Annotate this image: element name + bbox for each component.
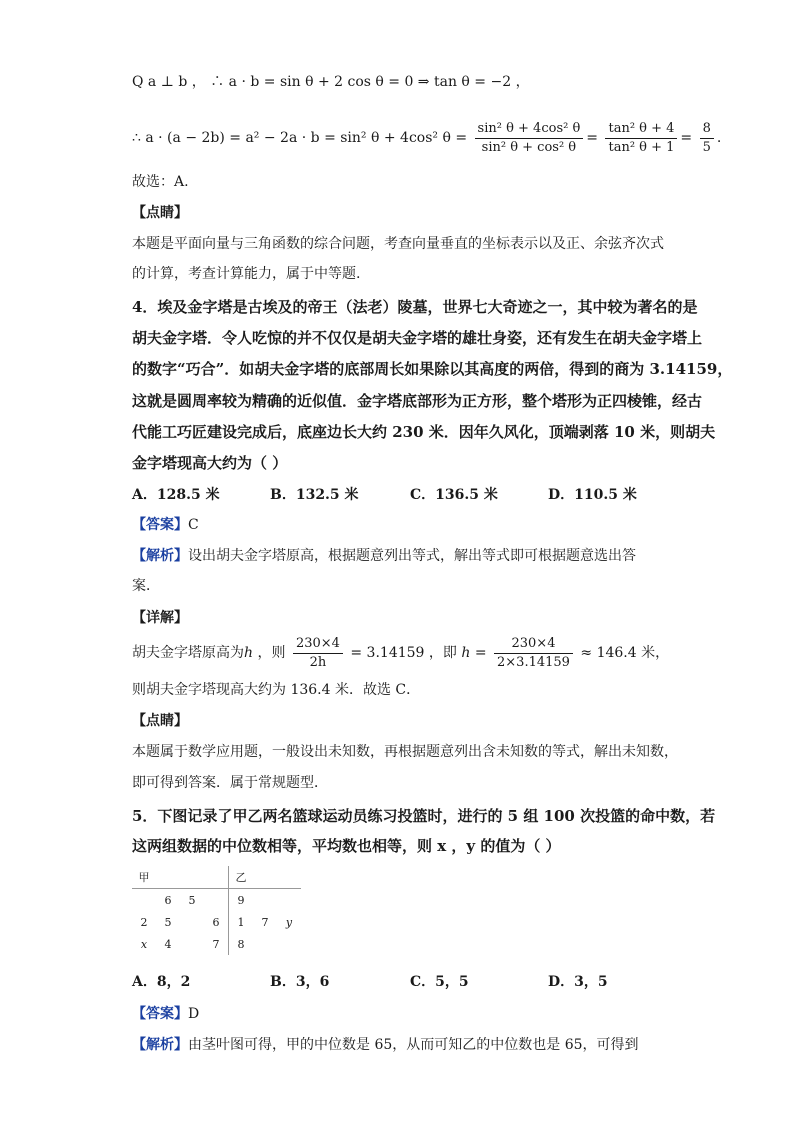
stem-leaf-table	[132, 866, 301, 955]
comment-heading: 【点睛】	[132, 713, 188, 729]
q4-stem-line-1: 4．埃及金字塔是古埃及的帝王（法老）陵墓，世界七大奇迹之一，其中较为著名的是	[132, 298, 698, 316]
q4-comment-2: 即可得到答案．属于常规题型．	[132, 775, 328, 791]
q4-answer	[132, 515, 199, 535]
prev-solution-lhs: ∴ a · (a − 2b) = a² − 2a · b = sin² θ + 4cos² θ =	[132, 130, 468, 146]
stem-leaf-header	[132, 866, 301, 889]
fraction: $\frac{230\times 4}{2h}$	[293, 635, 343, 672]
q5-option-a: A．8，2	[132, 974, 191, 990]
header-left: 甲	[132, 866, 156, 889]
answer-value: C	[188, 517, 199, 533]
q4-stem-line-2: 胡夫金字塔．令人吃惊的并不仅仅是胡夫金字塔的雄壮身姿，还有发生在胡夫金字塔上	[132, 329, 703, 347]
fraction: $\frac{\text{sin² θ + 4cos² θ}}{\text{sin² θ + cos² θ}}$	[475, 120, 584, 157]
analysis-text: 由茎叶图可得，甲的中位数是 65，从而可知乙的中位数也是 65，可得到	[188, 1037, 639, 1053]
q4-detail-line-1: 胡夫金字塔原高为h ，则 $\frac{230\times 4}{2h}$ = 3.14159 ，即 h = $\frac{230\times 4}{2\times 3.14159}$ ≈ 146.4 米，	[132, 635, 670, 670]
q4-option-d: D．110.5 米	[548, 487, 637, 503]
header-right: 乙	[229, 866, 254, 889]
answer-value: D	[188, 1006, 200, 1022]
fraction: $\frac{8}{5}$	[700, 120, 714, 157]
prev-choice: 故选：A.	[132, 174, 189, 190]
fraction: $\frac{\text{tan² θ + 4}}{\text{tan² θ + 1}}$	[605, 120, 677, 157]
q4-comment-1: 本题属于数学应用题，一般设出未知数，再根据题意列出含未知数的等式，解出未知数，	[132, 744, 678, 760]
comment-heading: 【点睛】	[132, 205, 188, 221]
answer-tag: 【答案】	[132, 517, 188, 533]
q5-stem-line-2: 这两组数据的中位数相等，平均数也相等，则 x ，y 的值为（ ）	[132, 837, 561, 855]
comment-text-2: 的计算，考查计算能力，属于中等题.	[132, 266, 361, 282]
q4-option-b: B．132.5 米	[270, 487, 359, 503]
stem-leaf-row: 2 5 6 1 7 y	[132, 911, 301, 933]
comment-text-1: 本题是平面向量与三角函数的综合问题，考查向量垂直的坐标表示以及正、余弦齐次式	[132, 236, 664, 252]
q5-analysis-1	[132, 1035, 639, 1055]
q4-stem-line-6: 金字塔现高大约为（ ）	[132, 454, 288, 472]
q4-analysis-1	[132, 546, 636, 566]
prev-solution-line-1: Q a ⊥ b ， ∴ a · b = sin θ + 2 cos θ = 0 ⇒ tan θ = −2 ，	[132, 74, 530, 90]
fraction: $\frac{230\times 4}{2\times 3.14159}$	[494, 635, 573, 672]
q5-option-c: C．5，5	[410, 974, 469, 990]
q5-answer	[132, 1004, 199, 1024]
analysis-text: 设出胡夫金字塔原高，根据题意列出等式，解出等式即可根据题意选出答	[188, 548, 636, 564]
stem-leaf-row: x 4 7 8	[132, 933, 301, 955]
prev-solution-line-2: ∴ a · (a − 2b) = a² − 2a · b = sin² θ + 4cos² θ = $\frac{\text{sin² θ + 4cos² θ}}{\text{sin² θ + cos² θ}}$ = $\frac{\text{tan² θ + 4}}{\text{tan² θ + 1}}$ = $\frac{8}{5}$ .	[132, 120, 722, 155]
q4-stem-line-4: 这就是圆周率较为精确的近似值．金字塔底部形为正方形，整个塔形为正四棱锥，经古	[132, 392, 703, 410]
q5-stem-line-1: 5．下图记录了甲乙两名篮球运动员练习投篮时，进行的 5 组 100 次投篮的命中数，若	[132, 807, 716, 825]
q4-option-a: A．128.5 米	[132, 487, 220, 503]
q5-option-b: B．3，6	[270, 974, 330, 990]
q4-detail-line-2: 则胡夫金字塔现高大约为 136.4 米．故选 C．	[132, 682, 421, 698]
analysis-tag: 【解析】	[132, 548, 188, 564]
stem-leaf-row: 6 5 9	[132, 889, 301, 912]
answer-tag: 【答案】	[132, 1006, 188, 1022]
q4-option-c: C．136.5 米	[410, 487, 498, 503]
q4-stem-line-3: 的数字“巧合”．如胡夫金字塔的底部周长如果除以其高度的两倍，得到的商为 3.14159，	[132, 360, 733, 378]
detail-heading: 【详解】	[132, 610, 188, 626]
q4-stem-line-5: 代能工巧匠建设完成后，底座边长大约 230 米．因年久风化，顶端剥落 10 米，则胡夫	[132, 423, 716, 441]
q5-option-d: D．3，5	[548, 974, 608, 990]
q4-analysis-2: 案．	[132, 578, 160, 594]
analysis-tag: 【解析】	[132, 1037, 188, 1053]
